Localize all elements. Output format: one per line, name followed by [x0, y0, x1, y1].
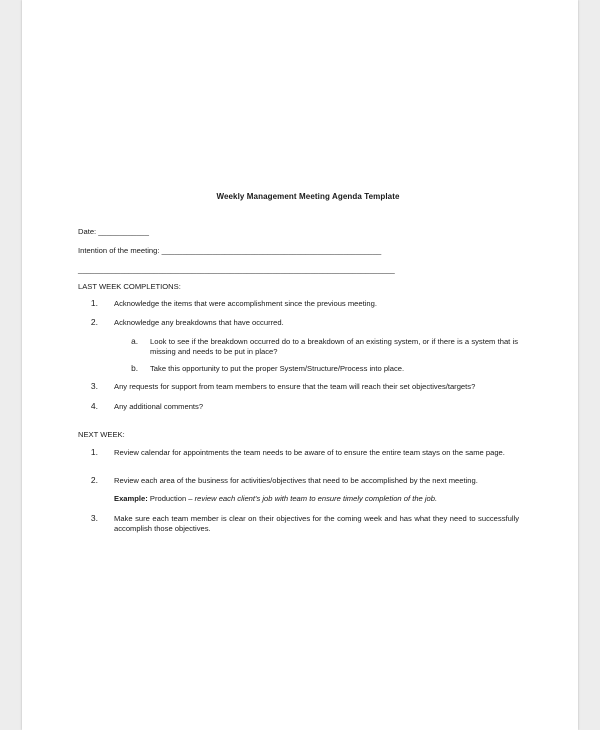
next-week-item-3-text: Make sure each team member is clear on their objectives for the coming week and has what they need to successfully accomplish those objectives. — [114, 514, 519, 533]
blank-line: ___________________________________________________________________________ — [78, 265, 395, 274]
example-label: Example: — [114, 494, 148, 503]
document-title: Weekly Management Meeting Agenda Template — [216, 192, 400, 201]
last-week-item-3-text: Any requests for support from team members to ensure that the team will reach their set objectives/targets? — [114, 382, 476, 391]
next-week-heading: NEXT WEEK: — [78, 430, 125, 439]
date-line: Date: ____________ — [78, 227, 149, 236]
sub-item-a-letter: a. — [131, 336, 138, 346]
next-week-item-3-number: 3. — [90, 513, 98, 523]
example-text: review each client's job with team to ensure timely completion of the job. — [194, 494, 438, 503]
last-week-item-1-text: Acknowledge the items that were accomplishment since the previous meeting. — [114, 299, 377, 308]
last-week-item-1-number: 1. — [90, 298, 98, 308]
last-week-item-4-text: Any additional comments? — [114, 402, 204, 411]
intention-line: Intention of the meeting: ____________________________________________________ — [78, 246, 382, 255]
next-week-item-2-text: Review each area of the business for activities/objectives that need to be accomplished by the next meeting. — [114, 476, 478, 485]
example-category: Production – — [149, 494, 193, 503]
example-line — [114, 494, 437, 504]
last-week-item-4-number: 4. — [90, 401, 98, 411]
next-week-item-1-text: Review calendar for appointments the team needs to be aware of to ensure the entire team stays on the same page. — [114, 448, 505, 457]
last-week-item-2-number: 2. — [90, 317, 98, 327]
last-week-heading: LAST WEEK COMPLETIONS: — [78, 282, 181, 291]
next-week-item-1-number: 1. — [90, 447, 98, 457]
sub-item-b-letter: b. — [131, 363, 138, 373]
last-week-item-3-number: 3. — [90, 381, 98, 391]
next-week-item-2-number: 2. — [90, 475, 98, 485]
sub-item-b-text: Take this opportunity to put the proper System/Structure/Process into place. — [150, 364, 405, 373]
sub-item-a-text: Look to see if the breakdown occurred do to a breakdown of an existing system, or if there is a system that is missing and needs to be put in place? — [150, 337, 518, 356]
last-week-item-2-text: Acknowledge any breakdowns that have occurred. — [114, 318, 284, 327]
document-page — [22, 0, 578, 730]
